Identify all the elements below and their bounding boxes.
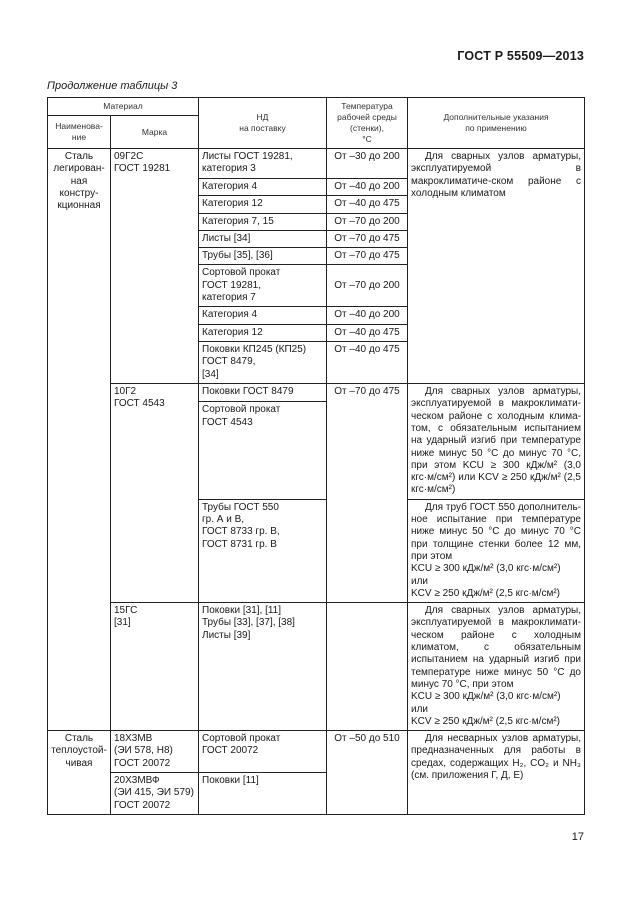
materials-table xyxy=(47,97,585,815)
temperature-cell: От –70 до 475 xyxy=(327,248,408,265)
table-row: Поковки [31], [11] Трубы [33], [37], [38] Листы [39] xyxy=(199,603,327,731)
material-name-heat-resistant: Сталь теплоустой-чивая xyxy=(48,731,111,815)
temperature-cell: От –30 до 200 xyxy=(327,149,408,179)
grade-20h3mvf: 20Х3МВФ (ЭИ 415, ЭИ 579) ГОСТ 20072 xyxy=(111,772,199,814)
grade-18h3mv: 18Х3МВ (ЭИ 578, Н8) ГОСТ 20072 xyxy=(111,731,199,773)
temperature-cell: От –70 до 475 xyxy=(327,230,408,247)
notes-header: Дополнительные указания по применению xyxy=(408,98,585,149)
grade-header: Марка xyxy=(111,116,199,149)
grade-10g2: 10Г2 ГОСТ 4543 xyxy=(111,384,199,603)
table-row: Категория 12 xyxy=(199,324,327,341)
page-number: 17 xyxy=(571,831,584,843)
grade-15gs: 15ГС [31] xyxy=(111,603,199,731)
note-cell: Для несварных узлов арматуры, предназначенных для работы в средах, содержащих H₂, CO₂ и NH₃ (см. приложения Г, Д, Е) xyxy=(408,731,585,815)
temperature-cell: От –70 до 475 xyxy=(327,384,408,603)
temperature-cell xyxy=(327,603,408,731)
note-cell: Для сварных узлов арматуры, эксплуатируемой в макроклимати-ческом районе с холодным климатом, с обязательным испытанием на ударный изгиб при температуре ниже минус 50 °С до минус 70 °С, при этом KCU ≥ 300 кДж/м² (3,0 кгс·м/см²) или KCV ≥ 250 кДж/м² (2,5 кгс·м/см²) xyxy=(408,603,585,731)
grade-09g2s: 09Г2С ГОСТ 19281 xyxy=(111,149,199,384)
table-continuation-caption: Продолжение таблицы 3 xyxy=(47,80,178,92)
table-row: Сортовой прокат ГОСТ 20072 xyxy=(199,731,327,773)
material-name-alloy-structural: Сталь легирован-ная констру-кционная xyxy=(48,149,111,731)
table-row: Категория 4 xyxy=(199,307,327,324)
temperature-cell: От –40 до 200 xyxy=(327,179,408,196)
table-row: Листы [34] xyxy=(199,230,327,247)
table-row: Трубы ГОСТ 550 гр. А и В, ГОСТ 8733 гр. В, ГОСТ 8731 гр. В xyxy=(199,499,327,602)
temperature-cell: От –40 до 475 xyxy=(327,196,408,213)
temperature-header: Температура рабочей среды (стенки), °С xyxy=(327,98,408,149)
temperature-cell: От –40 до 475 xyxy=(327,342,408,384)
table-row: Сортовой прокат ГОСТ 19281, категория 7 xyxy=(199,265,327,307)
nd-header: НД на поставку xyxy=(199,98,327,149)
temperature-cell: От –70 до 200 xyxy=(327,213,408,230)
note-cell: Для труб ГОСТ 550 дополнитель-ное испытание при температуре ниже минус 50 °С до минус 70 °С при толщине стенки более 12 мм, при этом KCU ≥ 300 кДж/м² (3,0 кгс·м/см²) или KCV ≥ 250 кДж/м² (2,5 кгс·м/см²) xyxy=(408,499,585,602)
table-row: Трубы [35], [36] xyxy=(199,248,327,265)
table-row: Поковки [11] xyxy=(199,772,327,814)
name-header: Наименова- ние xyxy=(48,116,111,149)
note-cell: Для сварных узлов арматуры, эксплуатируемой в макроклиматиче-ском районе с холодным климатом xyxy=(408,149,585,384)
standard-code: ГОСТ Р 55509—2013 xyxy=(457,49,584,63)
table-row: Поковки ГОСТ 8479 xyxy=(199,384,327,402)
temperature-cell: От –50 до 510 xyxy=(327,731,408,815)
temperature-cell: От –40 до 475 xyxy=(327,324,408,341)
table-row: Категория 12 xyxy=(199,196,327,213)
table-row: Категория 7, 15 xyxy=(199,213,327,230)
temperature-cell: От –70 до 200 xyxy=(327,265,408,307)
table-row: Поковки КП245 (КП25) ГОСТ 8479, [34] xyxy=(199,342,327,384)
table-row: Листы ГОСТ 19281, категория 3 xyxy=(199,149,327,179)
table-row: Категория 4 xyxy=(199,179,327,196)
temperature-cell: От –40 до 200 xyxy=(327,307,408,324)
note-cell: Для сварных узлов арматуры, эксплуатируемой в макроклимати-ческом районе с холодным клима-том, с обязательным испытанием на ударный изгиб при температуре ниже минус 50 °С до минус 70 °С, при этом KCU ≥ 300 кДж/м² (3,0 кгс·м/см²) или KCV ≥ 250 кДж/м² (2,5 кгс·м/см²) xyxy=(408,384,585,500)
table-row: Сортовой прокат ГОСТ 4543 xyxy=(199,402,327,499)
material-header: Материал xyxy=(48,98,199,116)
